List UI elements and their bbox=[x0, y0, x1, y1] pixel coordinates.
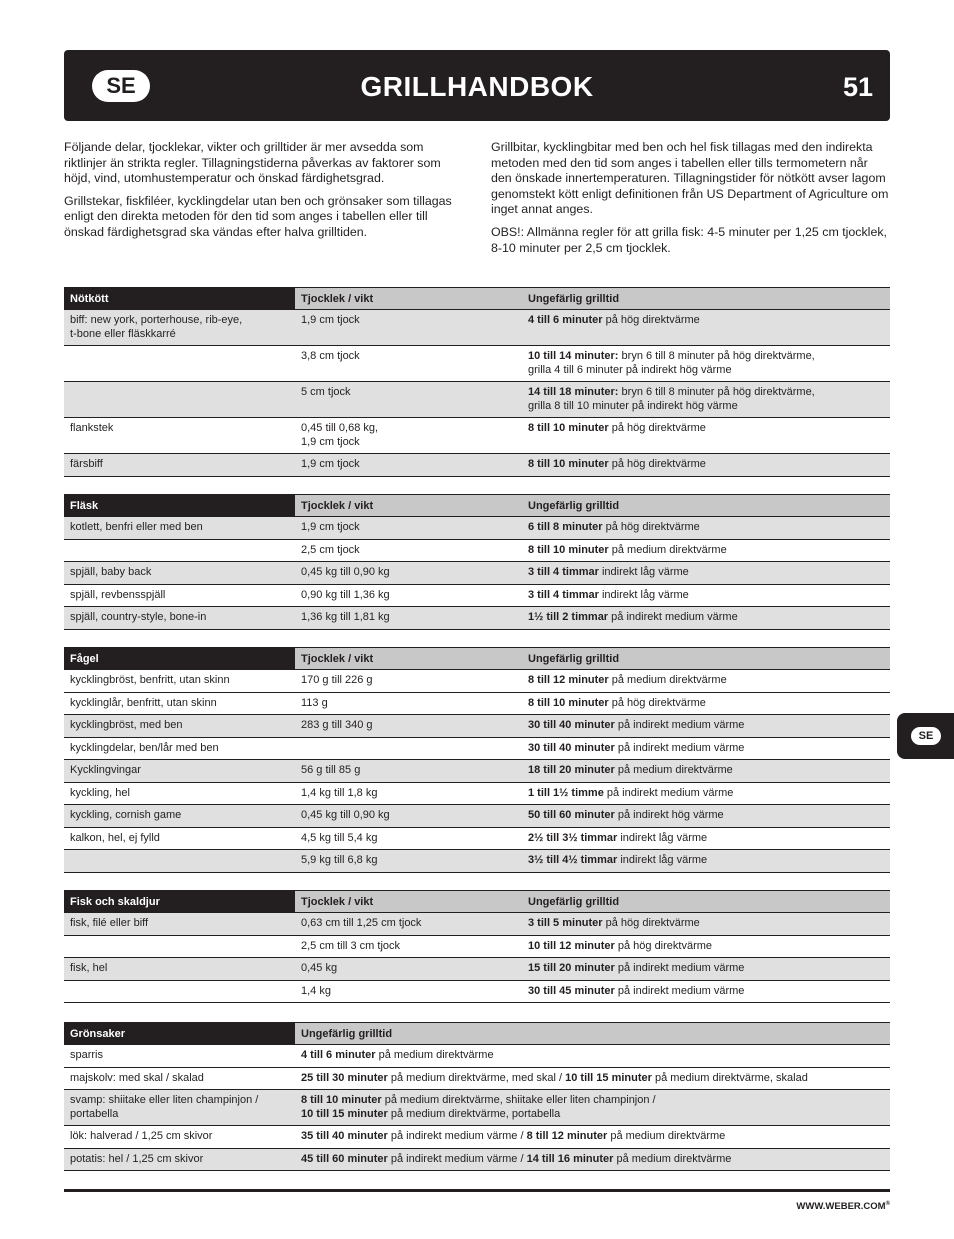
thickness-cell: 2,5 cm tjock bbox=[295, 539, 522, 562]
item-cell: lök: halverad / 1,25 cm skivor bbox=[64, 1126, 295, 1149]
table-row bbox=[64, 805, 890, 828]
column-header: Ungefärlig grilltid bbox=[522, 891, 890, 913]
grill-time-cell bbox=[295, 1045, 890, 1068]
page-number: 51 bbox=[842, 72, 873, 102]
table-row bbox=[64, 382, 890, 418]
grill-time-method: på indirekt medium värme bbox=[614, 962, 745, 974]
table-row bbox=[64, 980, 890, 1003]
table-header-row bbox=[64, 648, 890, 670]
intro-paragraph: OBS!: Allmänna regler för att grilla fisk: 4-5 minuter per 1,25 cm tjocklek, 8-10 minuter per 2,5 cm tjocklek. bbox=[491, 224, 887, 255]
item-cell bbox=[64, 935, 295, 958]
page-header bbox=[64, 50, 890, 121]
grill-time-duration: 15 till 20 minuter bbox=[528, 962, 615, 974]
grill-time-cell bbox=[295, 1126, 890, 1149]
item-cell: kycklingbröst, benfritt, utan skinn bbox=[64, 670, 295, 693]
thickness-cell: 56 g till 85 g bbox=[295, 760, 522, 783]
grill-time-duration: 8 till 12 minuter bbox=[526, 1130, 608, 1142]
grill-time-cell bbox=[522, 670, 890, 693]
table-header-row bbox=[64, 495, 890, 517]
intro-right-column bbox=[491, 140, 891, 263]
thickness-cell: 5 cm tjock bbox=[295, 382, 522, 418]
table-row bbox=[64, 782, 890, 805]
table-row bbox=[64, 958, 890, 981]
table-row bbox=[64, 584, 890, 607]
grill-time-cell bbox=[522, 760, 890, 783]
item-cell: kycklingdelar, ben/lår med ben bbox=[64, 737, 295, 760]
table-vegetables bbox=[64, 1022, 890, 1171]
thickness-cell: 283 g till 340 g bbox=[295, 715, 522, 738]
grill-time-method: indirekt låg värme bbox=[598, 588, 689, 601]
grill-time-cell bbox=[522, 539, 890, 562]
grill-time-method: på medium direktvärme bbox=[614, 764, 733, 776]
thickness-cell: 4,5 kg till 5,4 kg bbox=[295, 827, 522, 850]
grill-time-cell bbox=[295, 1090, 890, 1126]
grill-time-method: på medium direktvärme bbox=[607, 1130, 726, 1142]
grill-time-method: på medium direktvärme, shiitake eller liten champinjon / bbox=[381, 1094, 656, 1106]
grill-time-duration: 4 till 6 minuter bbox=[301, 1049, 376, 1061]
grill-time-method: på medium direktvärme bbox=[608, 674, 727, 686]
intro-paragraph: Grillbitar, kycklingbitar med ben och hel fisk tillagas med den indirekta metoden med den tid som anges i tabellen eller tills termometern når den önskade innertemperaturen. Tillagningstider för nötkött avser lagom genomstekt kött enligt definitionen från US Department of Agriculture om inget annat anges. bbox=[491, 140, 889, 217]
item-cell: färsbiff bbox=[64, 454, 295, 477]
grill-time-method: på hög direktvärme bbox=[608, 422, 706, 434]
item-cell: kycklinglår, benfritt, utan skinn bbox=[64, 692, 295, 715]
grill-time-duration: 8 till 10 minuter bbox=[528, 422, 609, 434]
column-header: Tjocklek / vikt bbox=[295, 495, 522, 517]
thickness-cell: 1,9 cm tjock bbox=[295, 310, 522, 346]
item-cell: kyckling, hel bbox=[64, 782, 295, 805]
thickness-cell: 1,36 kg till 1,81 kg bbox=[295, 607, 522, 630]
table-row bbox=[64, 737, 890, 760]
item-cell bbox=[64, 382, 295, 418]
category-header: Fågel bbox=[64, 648, 295, 670]
grill-time-cell bbox=[522, 935, 890, 958]
item-cell: kyckling, cornish game bbox=[64, 805, 295, 828]
language-badge: SE bbox=[92, 70, 150, 102]
registered-mark: ® bbox=[885, 1201, 890, 1207]
item-cell: potatis: hel / 1,25 cm skivor bbox=[64, 1148, 295, 1171]
item-cell bbox=[64, 346, 295, 382]
grill-time-method: på medium direktvärme bbox=[613, 1152, 732, 1165]
table-row bbox=[64, 539, 890, 562]
table-row bbox=[64, 670, 890, 693]
grill-time-cell bbox=[522, 584, 890, 607]
grill-time-duration: 30 till 40 minuter bbox=[528, 719, 615, 731]
grill-time-cell bbox=[522, 715, 890, 738]
grill-time-method: på hög direktvärme bbox=[602, 917, 700, 929]
grill-time-duration: 8 till 10 minuter bbox=[528, 696, 609, 709]
thickness-cell: 0,90 kg till 1,36 kg bbox=[295, 584, 522, 607]
table-row bbox=[64, 1067, 890, 1090]
grill-time-duration: 8 till 10 minuter bbox=[528, 458, 609, 470]
table-row bbox=[64, 418, 890, 454]
grill-time-method: på medium direktvärme, med skal / bbox=[387, 1071, 566, 1084]
grill-time-cell bbox=[522, 346, 890, 382]
footer-divider bbox=[64, 1189, 890, 1192]
thickness-cell: 1,9 cm tjock bbox=[295, 454, 522, 477]
thickness-cell: 1,4 kg till 1,8 kg bbox=[295, 782, 522, 805]
item-cell: kycklingbröst, med ben bbox=[64, 715, 295, 738]
grill-time-duration: 45 till 60 minuter bbox=[301, 1152, 388, 1165]
grill-time-duration: 10 till 15 minuter bbox=[565, 1071, 652, 1084]
thickness-cell: 1,9 cm tjock bbox=[295, 517, 522, 540]
grill-time-duration: 50 till 60 minuter bbox=[528, 809, 615, 821]
grill-time-duration: 2½ till 3½ timmar bbox=[528, 831, 618, 844]
intro-paragraph: Grillstekar, fiskfiléer, kycklingdelar utan ben och grönsaker som tillagas enligt den direkta metoden för den tid som anges i tabellen eller till önskad färdighetsgrad ska vändas efter halva grilltiden. bbox=[64, 193, 452, 239]
grill-time-method: på indirekt medium värme bbox=[614, 719, 745, 731]
grill-time-duration: 3 till 4 timmar bbox=[528, 588, 599, 601]
table-header-row bbox=[64, 1023, 890, 1045]
grill-time-method: på medium direktvärme, skalad bbox=[651, 1071, 808, 1084]
item-cell: Kycklingvingar bbox=[64, 760, 295, 783]
grill-time-duration: 10 till 12 minuter bbox=[528, 939, 615, 952]
table-row bbox=[64, 913, 890, 936]
thickness-cell bbox=[295, 737, 522, 760]
grill-time-method: bryn 6 till 8 minuter på hög direktvärme, grilla 4 till 6 minuter på indirekt hög värme bbox=[528, 350, 815, 376]
grill-time-duration: 3 till 4 timmar bbox=[528, 566, 599, 578]
grill-time-cell bbox=[522, 805, 890, 828]
table-row bbox=[64, 1148, 890, 1171]
thickness-cell: 0,45 kg till 0,90 kg bbox=[295, 805, 522, 828]
item-cell: spjäll, revbensspjäll bbox=[64, 584, 295, 607]
table-row bbox=[64, 310, 890, 346]
grill-time-duration: 30 till 45 minuter bbox=[528, 984, 615, 997]
table-row bbox=[64, 1045, 890, 1068]
thickness-cell: 0,45 kg till 0,90 kg bbox=[295, 562, 522, 585]
grill-time-duration: 25 till 30 minuter bbox=[301, 1071, 388, 1084]
grill-time-cell bbox=[522, 607, 890, 630]
item-cell: sparris bbox=[64, 1045, 295, 1068]
grill-time-duration: 14 till 18 minuter: bbox=[528, 386, 619, 398]
grill-time-method: på hög direktvärme bbox=[602, 314, 700, 326]
thickness-cell: 113 g bbox=[295, 692, 522, 715]
grill-time-duration: 18 till 20 minuter bbox=[528, 764, 615, 776]
grill-time-duration: 4 till 6 minuter bbox=[528, 314, 603, 326]
item-cell bbox=[64, 539, 295, 562]
grill-time-duration: 35 till 40 minuter bbox=[301, 1130, 388, 1142]
grill-time-cell bbox=[522, 562, 890, 585]
table-row bbox=[64, 715, 890, 738]
grill-time-method: på medium direktvärme bbox=[608, 543, 727, 556]
table-row bbox=[64, 607, 890, 630]
item-cell: majskolv: med skal / skalad bbox=[64, 1067, 295, 1090]
table-row bbox=[64, 850, 890, 873]
item-cell: spjäll, country-style, bone-in bbox=[64, 607, 295, 630]
grill-time-method: på hög direktvärme bbox=[614, 939, 713, 952]
column-header: Ungefärlig grilltid bbox=[522, 495, 890, 517]
grill-time-duration: 3½ till 4½ timmar bbox=[528, 854, 618, 866]
thickness-cell: 0,63 cm till 1,25 cm tjock bbox=[295, 913, 522, 936]
grill-time-cell bbox=[522, 692, 890, 715]
intro-left-column bbox=[64, 140, 464, 248]
thickness-cell: 2,5 cm till 3 cm tjock bbox=[295, 935, 522, 958]
column-header: Ungefärlig grilltid bbox=[295, 1023, 890, 1045]
grill-time-method: på indirekt medium värme bbox=[608, 611, 738, 623]
page-title: GRILLHANDBOK bbox=[360, 71, 594, 102]
table-header-row bbox=[64, 891, 890, 913]
grill-time-method: på indirekt hög värme bbox=[614, 809, 724, 821]
thickness-cell: 0,45 kg bbox=[295, 958, 522, 981]
table-row bbox=[64, 1126, 890, 1149]
category-header: Nötkött bbox=[64, 288, 295, 310]
item-cell: flankstek bbox=[64, 418, 295, 454]
side-language-badge: SE bbox=[911, 727, 941, 745]
grill-time-cell bbox=[522, 958, 890, 981]
table-beef bbox=[64, 287, 890, 477]
item-cell: kalkon, hel, ej fylld bbox=[64, 827, 295, 850]
thickness-cell: 3,8 cm tjock bbox=[295, 346, 522, 382]
grill-time-method: på indirekt medium värme / bbox=[387, 1130, 527, 1142]
grill-time-cell bbox=[522, 980, 890, 1003]
grill-time-cell bbox=[522, 737, 890, 760]
item-cell: svamp: shiitake eller liten champinjon / portabella bbox=[64, 1090, 295, 1126]
column-header: Tjocklek / vikt bbox=[295, 891, 522, 913]
grill-time-method: på indirekt medium värme / bbox=[387, 1152, 527, 1165]
grill-time-duration: 8 till 12 minuter bbox=[528, 674, 609, 686]
grill-time-cell bbox=[522, 310, 890, 346]
grill-time-duration: 8 till 10 minuter bbox=[301, 1094, 382, 1106]
table-row bbox=[64, 517, 890, 540]
grill-time-duration: 30 till 40 minuter bbox=[528, 741, 615, 754]
grill-time-method: på medium direktvärme, portabella bbox=[387, 1107, 561, 1120]
footer-url-text: WWW.WEBER.COM bbox=[796, 1201, 886, 1213]
grill-time-duration: 10 till 15 minuter bbox=[301, 1107, 388, 1120]
thickness-cell: 1,4 kg bbox=[295, 980, 522, 1003]
grill-time-cell bbox=[295, 1067, 890, 1090]
grill-time-duration: 14 till 16 minuter bbox=[526, 1152, 614, 1165]
table-header-row bbox=[64, 288, 890, 310]
grill-time-cell bbox=[522, 418, 890, 454]
grill-time-method: på indirekt medium värme bbox=[614, 984, 745, 997]
intro-paragraph: Följande delar, tjocklekar, vikter och grilltider är mer avsedda som riktlinjer än strikta regler. Tillagningstiderna påverkas av faktorer som höjd, vind, utomhustemperatur och önskad färdighetsgrad. bbox=[64, 140, 441, 186]
grill-time-method: indirekt låg värme bbox=[617, 854, 708, 866]
grill-time-cell bbox=[295, 1148, 890, 1171]
grill-time-method: på indirekt medium värme bbox=[614, 741, 745, 754]
grill-time-cell bbox=[522, 913, 890, 936]
grill-time-duration: 1½ till 2 timmar bbox=[528, 611, 609, 623]
table-row bbox=[64, 692, 890, 715]
grill-time-method: på hög direktvärme bbox=[602, 521, 700, 533]
grill-time-duration: 6 till 8 minuter bbox=[528, 521, 603, 533]
table-row bbox=[64, 454, 890, 477]
item-cell bbox=[64, 850, 295, 873]
grill-time-cell bbox=[522, 382, 890, 418]
item-cell: fisk, hel bbox=[64, 958, 295, 981]
grill-time-method: på hög direktvärme bbox=[608, 458, 706, 470]
item-cell: spjäll, baby back bbox=[64, 562, 295, 585]
grill-time-duration: 8 till 10 minuter bbox=[528, 543, 609, 556]
table-row bbox=[64, 562, 890, 585]
grill-time-cell bbox=[522, 517, 890, 540]
item-cell bbox=[64, 980, 295, 1003]
grill-time-duration: 10 till 14 minuter: bbox=[528, 350, 619, 362]
grill-time-cell bbox=[522, 850, 890, 873]
table-row bbox=[64, 760, 890, 783]
category-header: Fläsk bbox=[64, 495, 295, 517]
item-cell: kotlett, benfri eller med ben bbox=[64, 517, 295, 540]
column-header: Tjocklek / vikt bbox=[295, 288, 522, 310]
grill-time-method: på indirekt medium värme bbox=[603, 786, 734, 799]
grill-time-duration: 1 till 1½ timme bbox=[528, 786, 604, 799]
thickness-cell: 5,9 kg till 6,8 kg bbox=[295, 850, 522, 873]
table-poultry bbox=[64, 647, 890, 873]
category-header: Fisk och skaldjur bbox=[64, 891, 295, 913]
item-cell: fisk, filé eller biff bbox=[64, 913, 295, 936]
table-row bbox=[64, 1090, 890, 1126]
table-row bbox=[64, 346, 890, 382]
column-header: Ungefärlig grilltid bbox=[522, 288, 890, 310]
grill-time-method: indirekt låg värme bbox=[598, 566, 689, 578]
grill-time-method: på medium direktvärme bbox=[375, 1049, 494, 1061]
table-seafood bbox=[64, 890, 890, 1003]
category-header: Grönsaker bbox=[64, 1023, 295, 1045]
grill-time-cell bbox=[522, 782, 890, 805]
column-header: Tjocklek / vikt bbox=[295, 648, 522, 670]
grill-time-method: indirekt låg värme bbox=[617, 831, 708, 844]
footer-url bbox=[796, 1201, 890, 1212]
column-header: Ungefärlig grilltid bbox=[522, 648, 890, 670]
item-cell: biff: new york, porterhouse, rib-eye, t-bone eller fläskkarré bbox=[64, 310, 295, 346]
grill-time-cell bbox=[522, 827, 890, 850]
table-row bbox=[64, 827, 890, 850]
thickness-cell: 170 g till 226 g bbox=[295, 670, 522, 693]
thickness-cell: 0,45 till 0,68 kg, 1,9 cm tjock bbox=[295, 418, 522, 454]
grill-time-method: bryn 6 till 8 minuter på hög direktvärme, grilla 8 till 10 minuter på indirekt hög värme bbox=[528, 386, 815, 412]
table-row bbox=[64, 935, 890, 958]
grill-time-method: på hög direktvärme bbox=[608, 696, 706, 709]
table-pork bbox=[64, 494, 890, 630]
side-language-tab bbox=[897, 713, 954, 759]
grill-time-duration: 3 till 5 minuter bbox=[528, 917, 603, 929]
grill-time-cell bbox=[522, 454, 890, 477]
